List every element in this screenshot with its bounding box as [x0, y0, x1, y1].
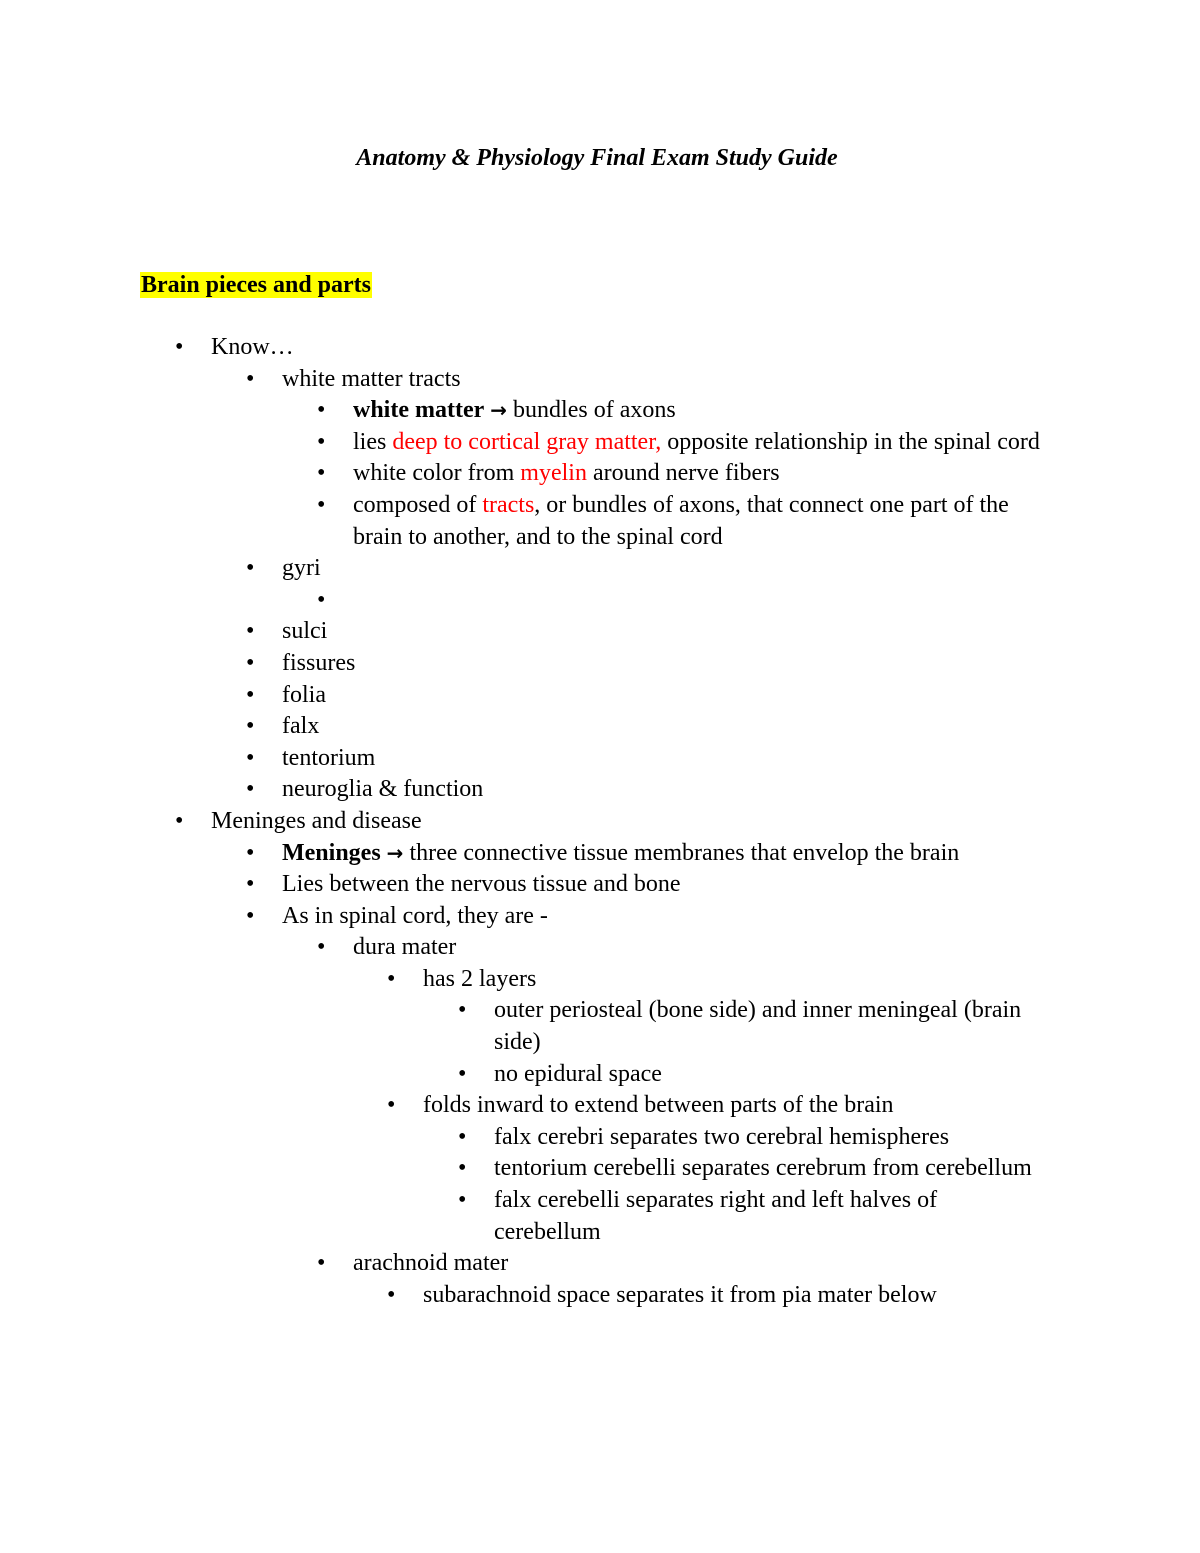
- list-item: • white matter → bundles of axons: [0, 395, 1200, 427]
- list-item: • fissures: [0, 648, 1200, 680]
- bullet-icon: •: [246, 713, 255, 740]
- bullet-icon: •: [317, 491, 326, 518]
- bullet-icon: •: [458, 1187, 467, 1214]
- list-item: • Meninges and disease: [0, 806, 1200, 838]
- list-item: • arachnoid mater: [0, 1248, 1200, 1280]
- bullet-icon: •: [246, 871, 255, 898]
- bullet-icon: •: [246, 902, 255, 929]
- list-item: • has 2 layers: [0, 964, 1200, 996]
- bullet-icon: •: [387, 965, 396, 992]
- bullet-icon: •: [458, 1123, 467, 1150]
- bullet-icon: •: [458, 1155, 467, 1182]
- list-item-empty: [0, 585, 1200, 617]
- list-item: • outer periosteal (bone side) and inner meningeal (brain side): [458, 997, 1022, 1056]
- list-item: • Know…: [0, 332, 1200, 364]
- list-item: • white matter tracts: [0, 364, 1200, 396]
- bullet-icon: •: [458, 1060, 467, 1087]
- bullet-icon: •: [317, 1250, 326, 1277]
- bullet-icon: •: [246, 555, 255, 582]
- bullet-icon: •: [246, 776, 255, 803]
- bullet-icon: •: [175, 334, 184, 360]
- document-title: Anatomy & Physiology Final Exam Study Guide: [356, 145, 838, 171]
- arrow-right-icon: →: [490, 398, 508, 423]
- list-item: • tentorium: [0, 743, 1200, 775]
- bullet-icon: •: [246, 681, 255, 708]
- list-item: • folia: [0, 680, 1200, 712]
- list-item: • falx: [0, 711, 1200, 743]
- bullet-icon: •: [246, 649, 255, 676]
- bullet-icon: •: [317, 428, 326, 455]
- bullet-icon: •: [246, 839, 255, 866]
- list-item: • no epidural space: [0, 1059, 1200, 1091]
- emphasis-text: tracts: [482, 491, 535, 518]
- list-item: • falx cerebelli separates right and left halves of cerebellum: [458, 1187, 938, 1245]
- bullet-icon: •: [387, 1281, 396, 1308]
- list-item: • lies deep to cortical gray matter, opposite relationship in the spinal cord: [0, 427, 1200, 459]
- list-item: • tentorium cerebelli separates cerebrum from cerebellum: [0, 1153, 1200, 1185]
- list-item: • sulci: [0, 616, 1200, 648]
- bullet-icon: •: [246, 618, 255, 645]
- study-guide-list: [0, 332, 1200, 1311]
- term-white-matter: white matter: [353, 397, 485, 424]
- section-heading-text: Brain pieces and parts: [141, 272, 372, 298]
- list-item: • white color from myelin around nerve fibers: [0, 458, 1200, 490]
- list-item: • neuroglia & function: [0, 774, 1200, 806]
- list-item: • subarachnoid space separates it from pia mater below: [0, 1280, 1200, 1312]
- term-meninges: Meninges: [282, 839, 381, 866]
- bullet-icon: •: [317, 934, 326, 961]
- list-item: • Meninges → three connective tissue membranes that envelop the brain: [0, 838, 1200, 870]
- bullet-icon: •: [387, 1092, 396, 1119]
- list-item: • As in spinal cord, they are -: [0, 901, 1200, 933]
- bullet-icon: •: [317, 460, 326, 487]
- list-item: • folds inward to extend between parts of the brain: [0, 1090, 1200, 1122]
- emphasis-text: deep to cortical gray matter,: [392, 428, 662, 455]
- list-item: • falx cerebri separates two cerebral hemispheres: [0, 1122, 1200, 1154]
- list-item: • Lies between the nervous tissue and bone: [0, 869, 1200, 901]
- bullet-icon: •: [175, 807, 184, 834]
- arrow-right-icon: →: [386, 840, 404, 865]
- bullet-icon: •: [317, 586, 326, 613]
- section-heading: [140, 268, 372, 302]
- emphasis-text: myelin: [520, 460, 587, 487]
- bullet-icon: •: [246, 365, 255, 392]
- list-item: • composed of tracts, or bundles of axons, that connect one part of the brain to another, and to the spinal cord: [317, 491, 1009, 550]
- bullet-icon: •: [246, 744, 255, 771]
- bullet-icon: •: [317, 397, 326, 424]
- list-item: • gyri: [0, 553, 1200, 585]
- list-item: • dura mater: [0, 932, 1200, 964]
- bullet-icon: •: [458, 997, 467, 1024]
